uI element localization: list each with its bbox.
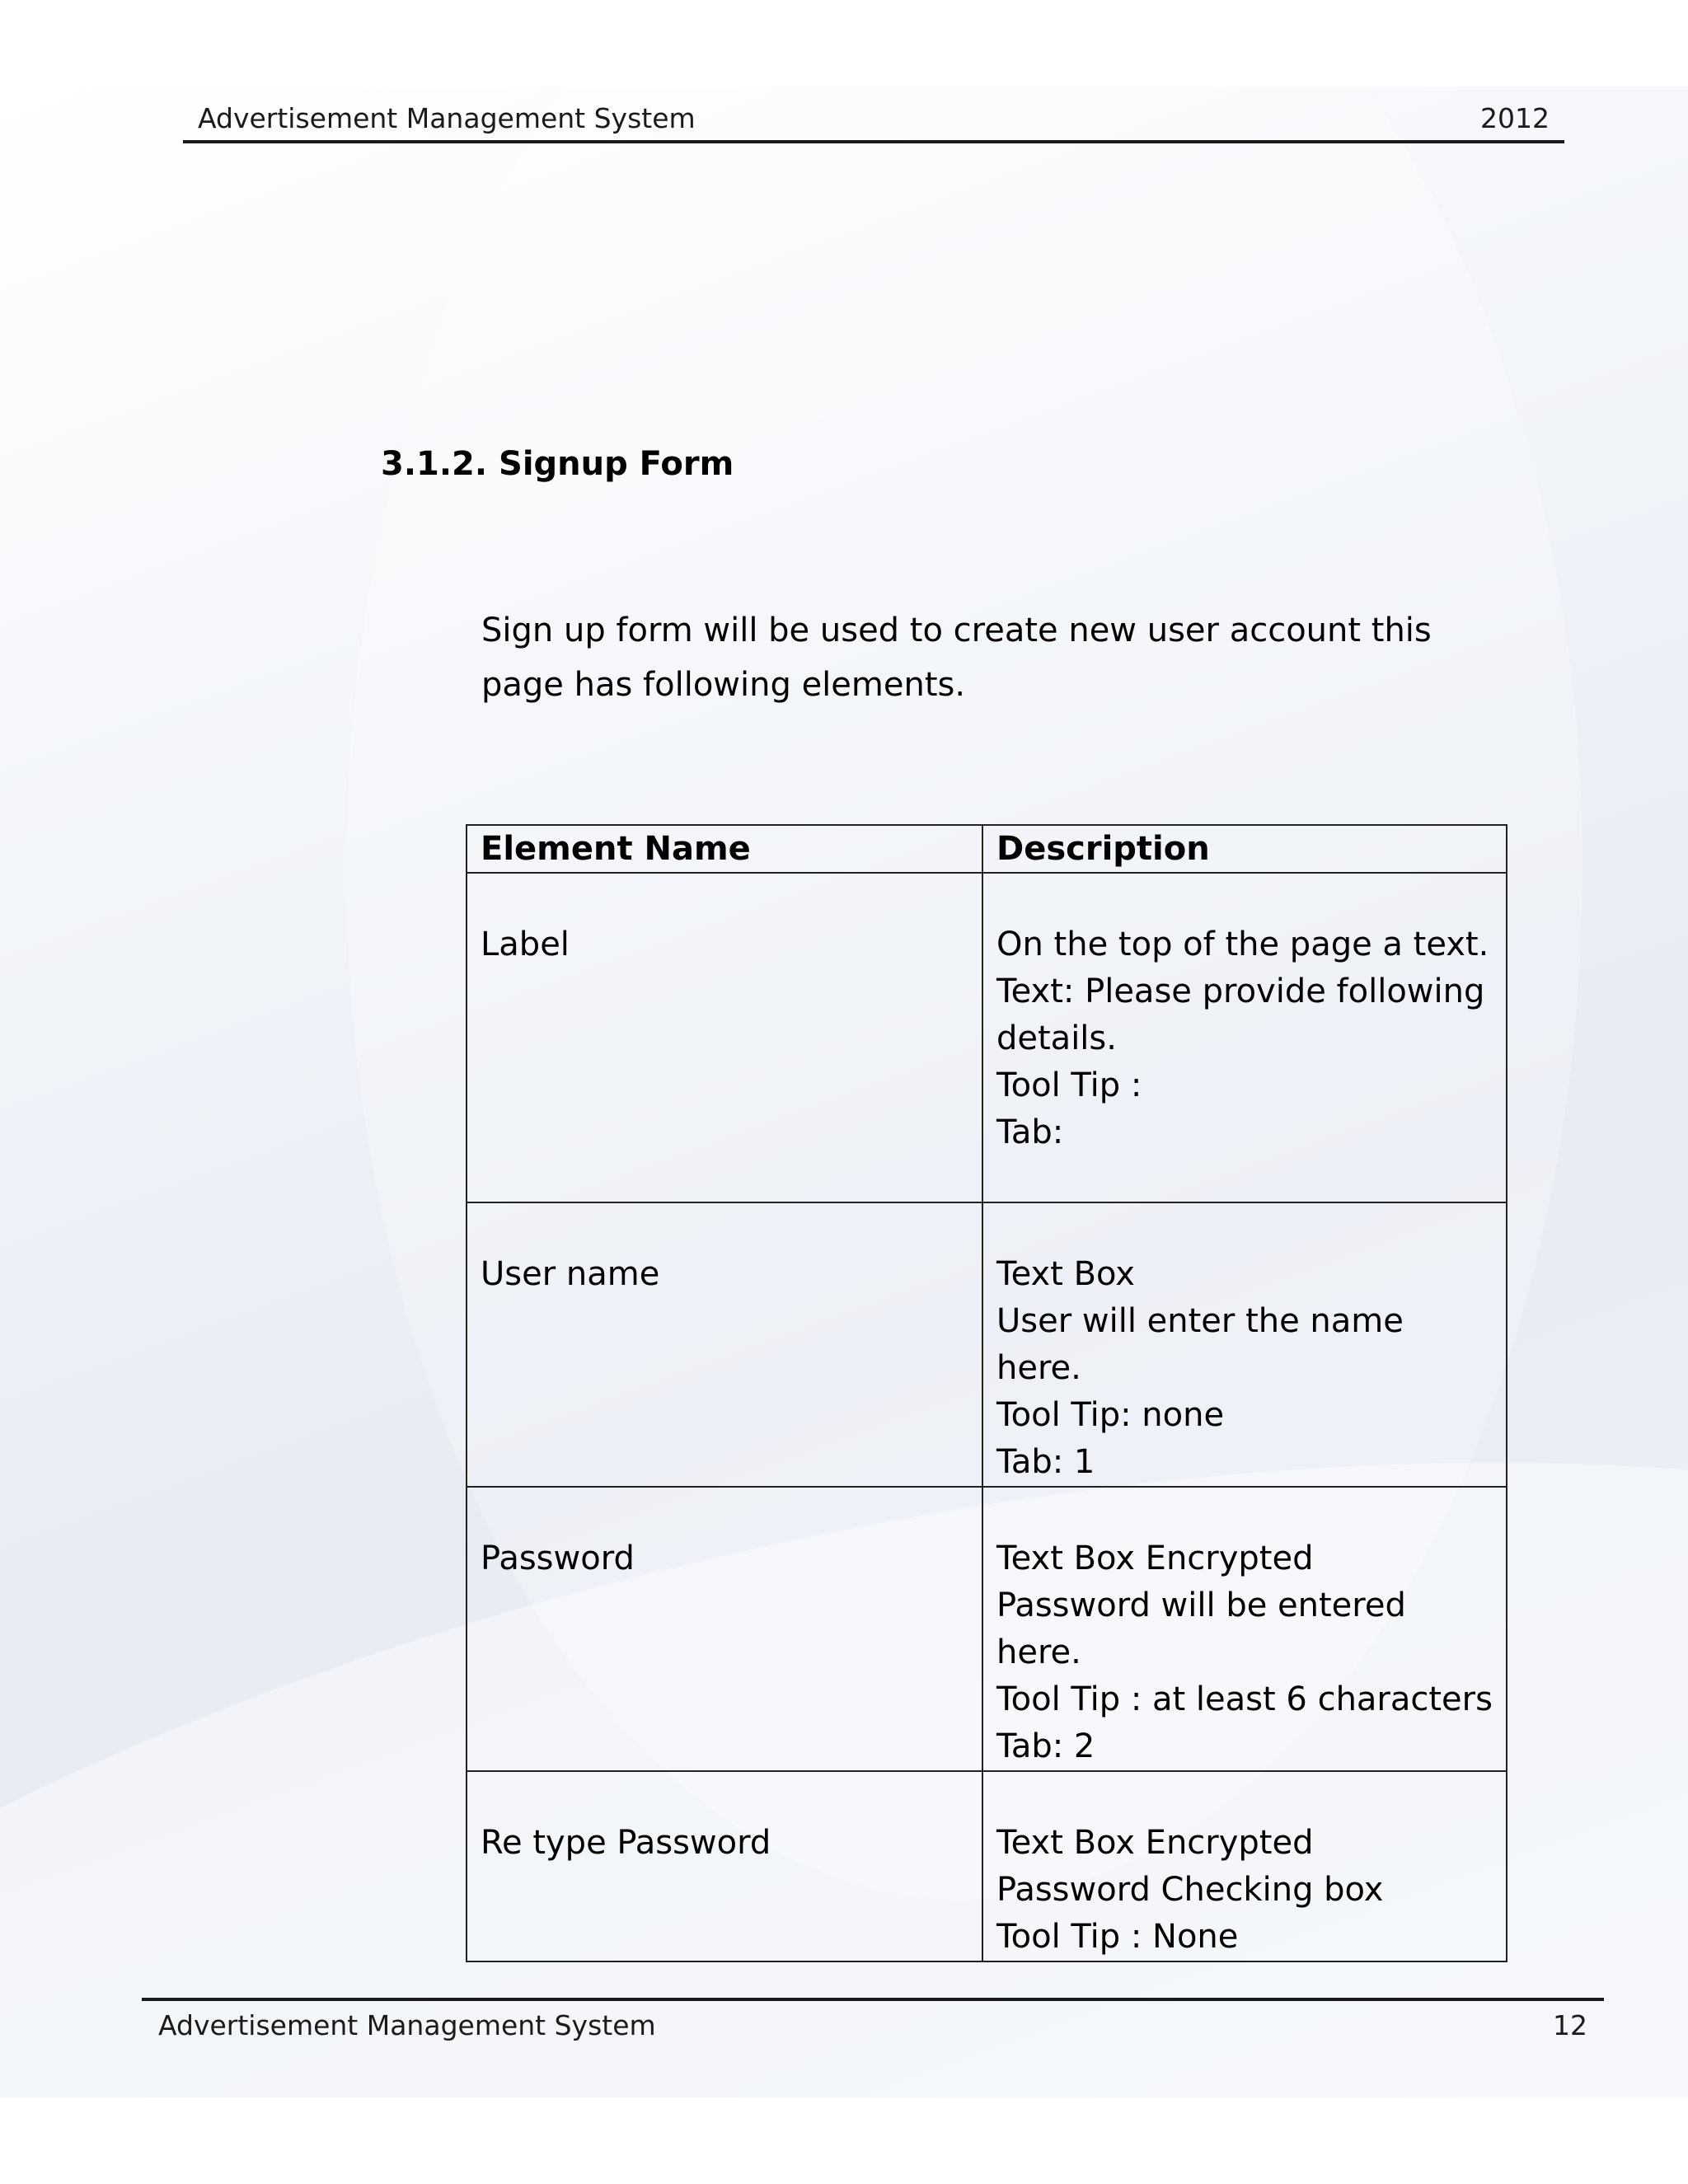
description-line: Tab: 2 [996,1727,1095,1765]
description-line: Tool Tip : None [996,1918,1239,1956]
element-name-cell [467,1202,982,1487]
element-name-cell [467,873,982,1202]
page-number: 12 [1553,2009,1587,2041]
description-line: Text: Please provide following [996,972,1485,1010]
header-element-name: Element Name [467,825,982,873]
description-line: Text Box [996,1255,1135,1293]
page-header [183,97,1564,143]
table-row [467,1771,1507,1961]
description-line: Tab: [996,1113,1064,1151]
element-name-cell [467,1487,982,1771]
table-row [467,873,1507,1202]
description-line: Password will be entered here. [996,1586,1406,1671]
description-line: Password Checking box [996,1871,1384,1909]
element-name-cell [467,1771,982,1961]
header-description: Description [982,825,1507,873]
description-line: On the top of the page a text. [996,926,1489,963]
description-line: Tab: 1 [996,1443,1095,1481]
table-row [467,1202,1507,1487]
description-cell [982,1487,1507,1771]
description-cell [982,1771,1507,1961]
description-line: Tool Tip : [996,1066,1142,1104]
elements-table [466,824,1507,1962]
description-line: Text Box Encrypted [996,1540,1314,1577]
element-name: User name [481,1255,660,1293]
section-intro: Sign up form will be used to create new user account this page has following elements. [481,612,1432,704]
description-line: Tool Tip: none [996,1396,1225,1434]
description-line: User will enter the name here. [996,1302,1404,1387]
element-name: Label [481,926,570,963]
element-name: Password [481,1540,635,1577]
table-header-row [467,825,1507,873]
description-cell [982,1202,1507,1487]
page-footer [142,1998,1604,2042]
description-line: Text Box Encrypted [996,1824,1314,1862]
section-title: 3.1.2. Signup Form [381,445,734,483]
description-cell [982,873,1507,1202]
header-title: Advertisement Management System [198,102,696,134]
description-line: details. [996,1019,1117,1057]
description-line: Tool Tip : at least 6 characters [996,1680,1493,1718]
table-row [467,1487,1507,1771]
footer-title: Advertisement Management System [158,2009,656,2041]
element-name: Re type Password [481,1824,771,1862]
header-year: 2012 [1480,102,1550,134]
